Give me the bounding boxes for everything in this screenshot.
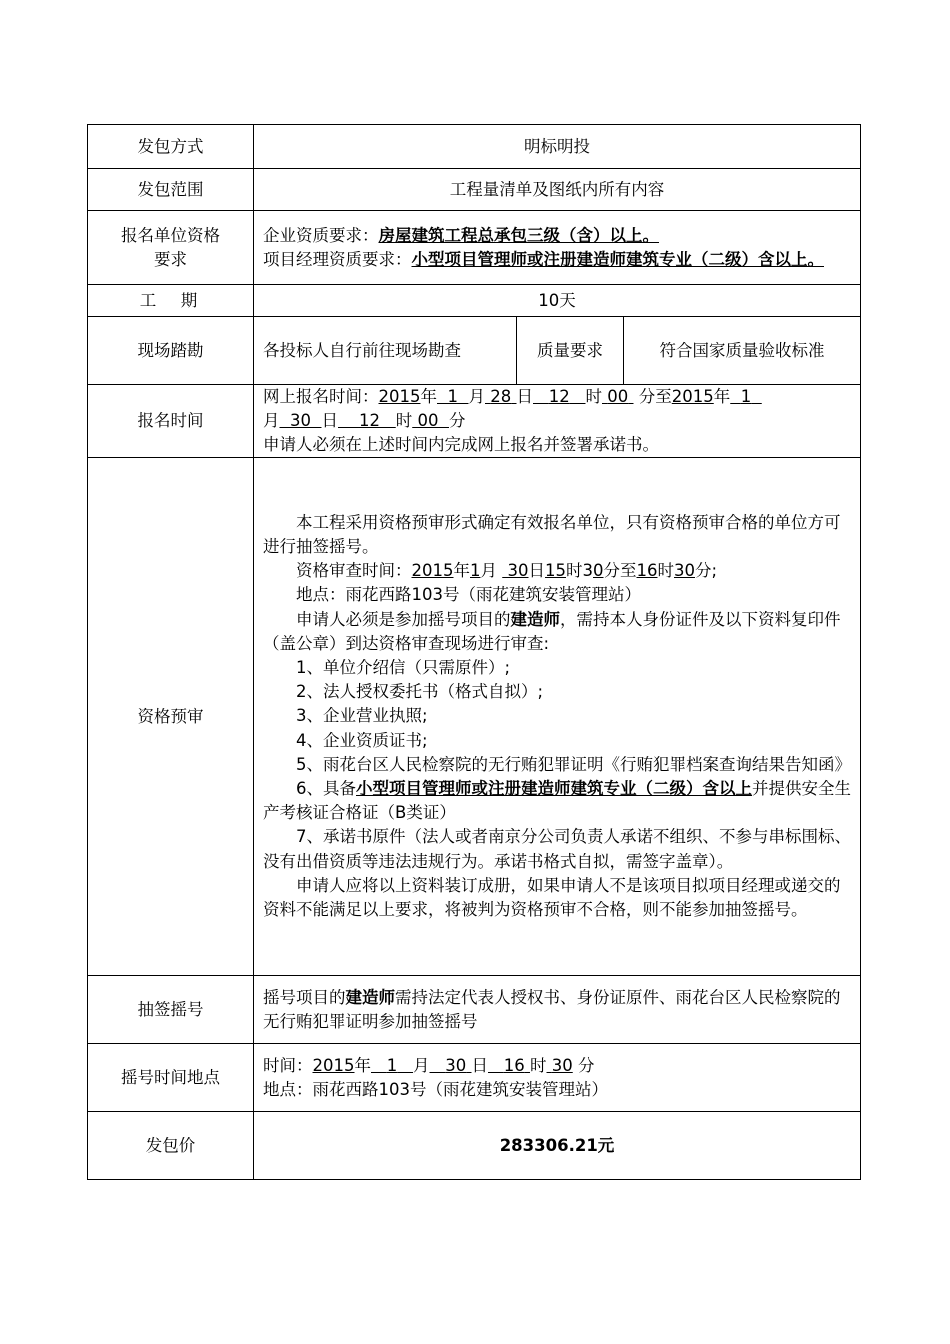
lottery-day: 30 [445, 1055, 467, 1075]
row-price [88, 1112, 861, 1180]
reg-start-day: 28 [490, 387, 512, 406]
review-hour-1: 15 [545, 561, 566, 581]
registration-note: 申请人必须在上述时间内完成网上报名并签署承诺书。 [263, 435, 659, 454]
prequal-location: 地点：雨花西路103号（雨花建筑安装管理站） [296, 585, 641, 605]
registration-time: 网上报名时间：2015年 1 月 28 日 12 时 00 分至2015年 1 月 30 日 12 时 00 分 [263, 387, 752, 430]
registration-value [254, 385, 861, 458]
method-label: 发包方式 [88, 125, 254, 169]
row-prequal [88, 458, 861, 976]
prequal-intro: 本工程采用资格预审形式确定有效报名单位，只有资格预审合格的单位方可进行抽签摇号。 [263, 512, 841, 556]
reg-start-month: 1 [447, 387, 458, 406]
registration-label: 报名时间 [88, 385, 254, 458]
scope-label: 发包范围 [88, 169, 254, 211]
prequal-item-3: 3、企业营业执照; [296, 706, 428, 726]
lottery-time-prefix: 时间： [263, 1055, 313, 1075]
registration-prefix: 网上报名时间： [263, 387, 379, 406]
reg-start-year: 2015 [378, 387, 421, 406]
prequal-label: 资格预审 [88, 458, 254, 976]
lottery-bold: 建造师 [345, 987, 395, 1007]
manager-requirement [263, 248, 851, 272]
row-duration [88, 285, 861, 317]
lottery-label: 抽签摇号 [88, 976, 254, 1044]
reg-start-hour: 12 [548, 387, 570, 406]
quality-value: 符合国家质量验收标准 [624, 317, 861, 385]
reg-end-day: 30 [290, 411, 311, 430]
prequal-value [254, 458, 861, 976]
lottery-time-label: 摇号时间地点 [88, 1044, 254, 1112]
company-requirement [263, 224, 851, 248]
lottery-suffix: 需持法定代表人授权书、身份证原件、雨花台区人民检察院的无行贿犯罪证明参加抽签摇号 [263, 987, 841, 1031]
review-year: 2015 [411, 561, 454, 581]
reg-start-minute: 00 [607, 387, 629, 406]
row-lottery-time [88, 1044, 861, 1112]
req-bold: 建造师 [510, 609, 560, 629]
lottery-year: 2015 [312, 1055, 355, 1075]
review-prefix: 资格审查时间： [296, 561, 412, 581]
prequal-review-time: 资格审查时间：2015年1月 30日15时30分至16时30分; [296, 561, 718, 581]
prequal-closing: 申请人应将以上资料装订成册，如果申请人不是该项目拟项目经理或递交的资料不能满足以上要求，将被判为资格预审不合格，则不能参加抽签摇号。 [263, 875, 841, 920]
prequal-item-1: 1、单位介绍信（只需原件）; [296, 657, 511, 677]
row-survey [88, 317, 861, 385]
lottery-month: 1 [386, 1055, 398, 1075]
review-minute-2: 30 [674, 561, 695, 581]
req-prefix: 申请人必须是参加摇号项目的 [296, 609, 511, 629]
row-scope [88, 169, 861, 211]
company-req-value: 房屋建筑工程总承包三级（含）以上。 [378, 225, 659, 245]
prequal-item-7: 7、承诺书原件（法人或者南京分公司负责人承诺不组织、不参与串标围标、没有出借资质等违法违规行为。承诺书格式自拟，需签字盖章）。 [263, 827, 851, 871]
row-qualification [88, 211, 861, 285]
qualification-label: 报名单位资格要求 [88, 211, 254, 285]
row-method [88, 125, 861, 169]
duration-label: 工 期 [88, 285, 254, 317]
manager-req-value: 小型项目管理师或注册建造师建筑专业（二级）含以上。 [411, 249, 824, 269]
reg-end-month: 1 [740, 387, 752, 406]
quality-label: 质量要求 [517, 317, 624, 385]
survey-label: 现场踏勘 [88, 317, 254, 385]
price-value: 283306.21元 [254, 1112, 861, 1180]
review-month: 1 [470, 561, 481, 581]
qualification-value [254, 211, 861, 285]
req-suffix: ，需持本人身份证件及以下资料复印件（盖公章）到达资格审查现场进行审查: [263, 609, 841, 653]
lottery-location: 地点：雨花西路103号（雨花建筑安装管理站） [263, 1079, 608, 1099]
review-hour-2: 16 [636, 561, 658, 581]
prequal-item-5: 5、雨花台区人民检察院的无行贿犯罪证明《行贿犯罪档案查询结果告知函》 [296, 754, 851, 774]
prequal-item-4: 4、企业资质证书; [296, 730, 428, 750]
lottery-prefix: 摇号项目的 [263, 987, 346, 1007]
prequal-item-2: 2、法人授权委托书（格式自拟）; [296, 682, 544, 702]
prequal-item-6 [263, 777, 851, 825]
row-registration [88, 385, 861, 458]
review-day: 30 [507, 561, 529, 581]
lottery-minute: 30 [551, 1055, 573, 1075]
survey-value: 各投标人自行前往现场勘查 [254, 317, 517, 385]
lottery-time: 时间：2015年 1 月 30 日 16 时 30 分 [263, 1055, 595, 1075]
price-label: 发包价 [88, 1112, 254, 1180]
duration-value: 10天 [254, 285, 861, 317]
row-lottery [88, 976, 861, 1044]
lottery-hour: 16 [503, 1055, 525, 1075]
reg-end-hour: 12 [358, 411, 380, 430]
item6-bold: 小型项目管理师或注册建造师建筑专业（二级）含以上 [356, 779, 752, 798]
item6-suffix: 并提供安全生产考核证合格证（B类证） [263, 779, 851, 823]
company-req-prefix: 企业资质要求： [263, 225, 379, 245]
lottery-value [254, 976, 861, 1044]
tender-info-table [87, 124, 861, 1180]
reg-end-minute: 00 [417, 411, 439, 430]
prequal-requirement [263, 608, 851, 656]
reg-end-year: 2015 [671, 387, 714, 406]
lottery-time-value [254, 1044, 861, 1112]
manager-req-prefix: 项目经理资质要求： [263, 249, 412, 269]
scope-value: 工程量清单及图纸内所有内容 [254, 169, 861, 211]
method-value: 明标明投 [254, 125, 861, 169]
item6-prefix: 6、具备 [296, 779, 356, 798]
